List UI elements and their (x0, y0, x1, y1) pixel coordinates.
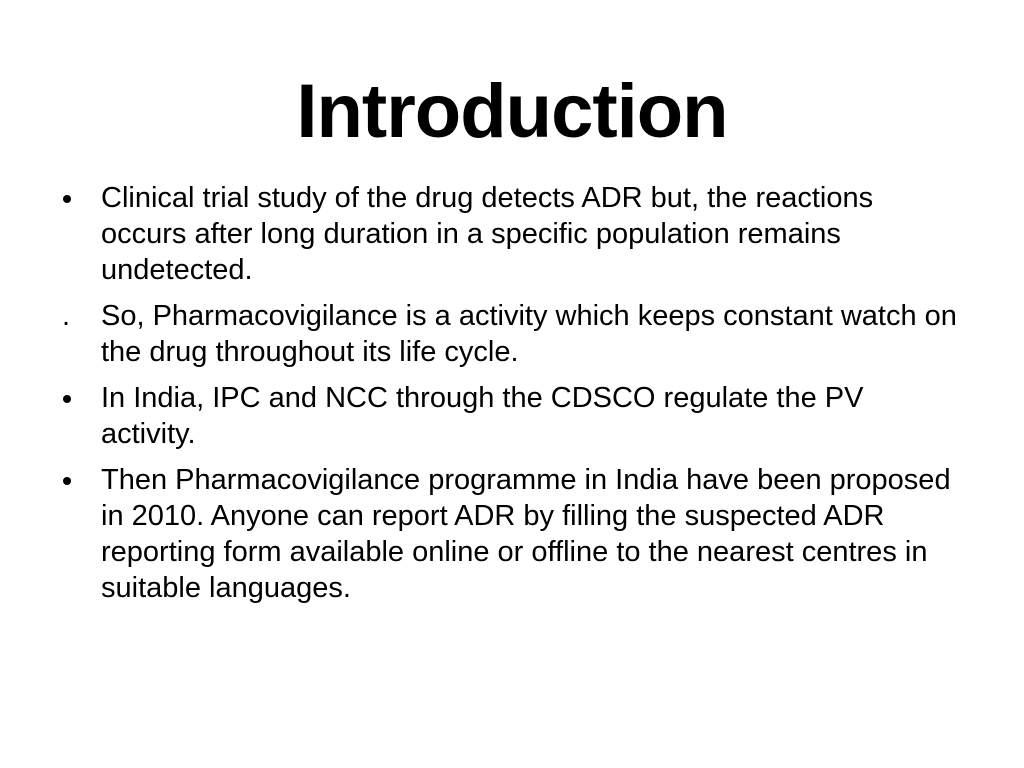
bullet-text: So, Pharmacovigilance is a activity which keeps constant watch on the drug throughout its life cycle. (101, 300, 957, 368)
bullet-period-marker: . (62, 300, 71, 332)
bullet-list (62, 180, 962, 616)
bullet-item-4 (62, 462, 962, 606)
bullet-text: In India, IPC and NCC through the CDSCO regulate the PV activity. (101, 382, 864, 450)
slide-title: Introduction (296, 69, 728, 154)
bullet-item-2 (62, 298, 962, 370)
bullet-text: Then Pharmacovigilance programme in India have been proposed in 2010. Anyone can report ADR by filling the suspected ADR reporting form available online or offline to the nearest centres in suitable languages. (101, 464, 951, 604)
bullet-text: Clinical trial study of the drug detects ADR but, the reactions occurs after long duration in a specific population remains undetected. (101, 182, 874, 286)
bullet-item-1 (62, 180, 962, 288)
bullet-item-3 (62, 380, 962, 452)
